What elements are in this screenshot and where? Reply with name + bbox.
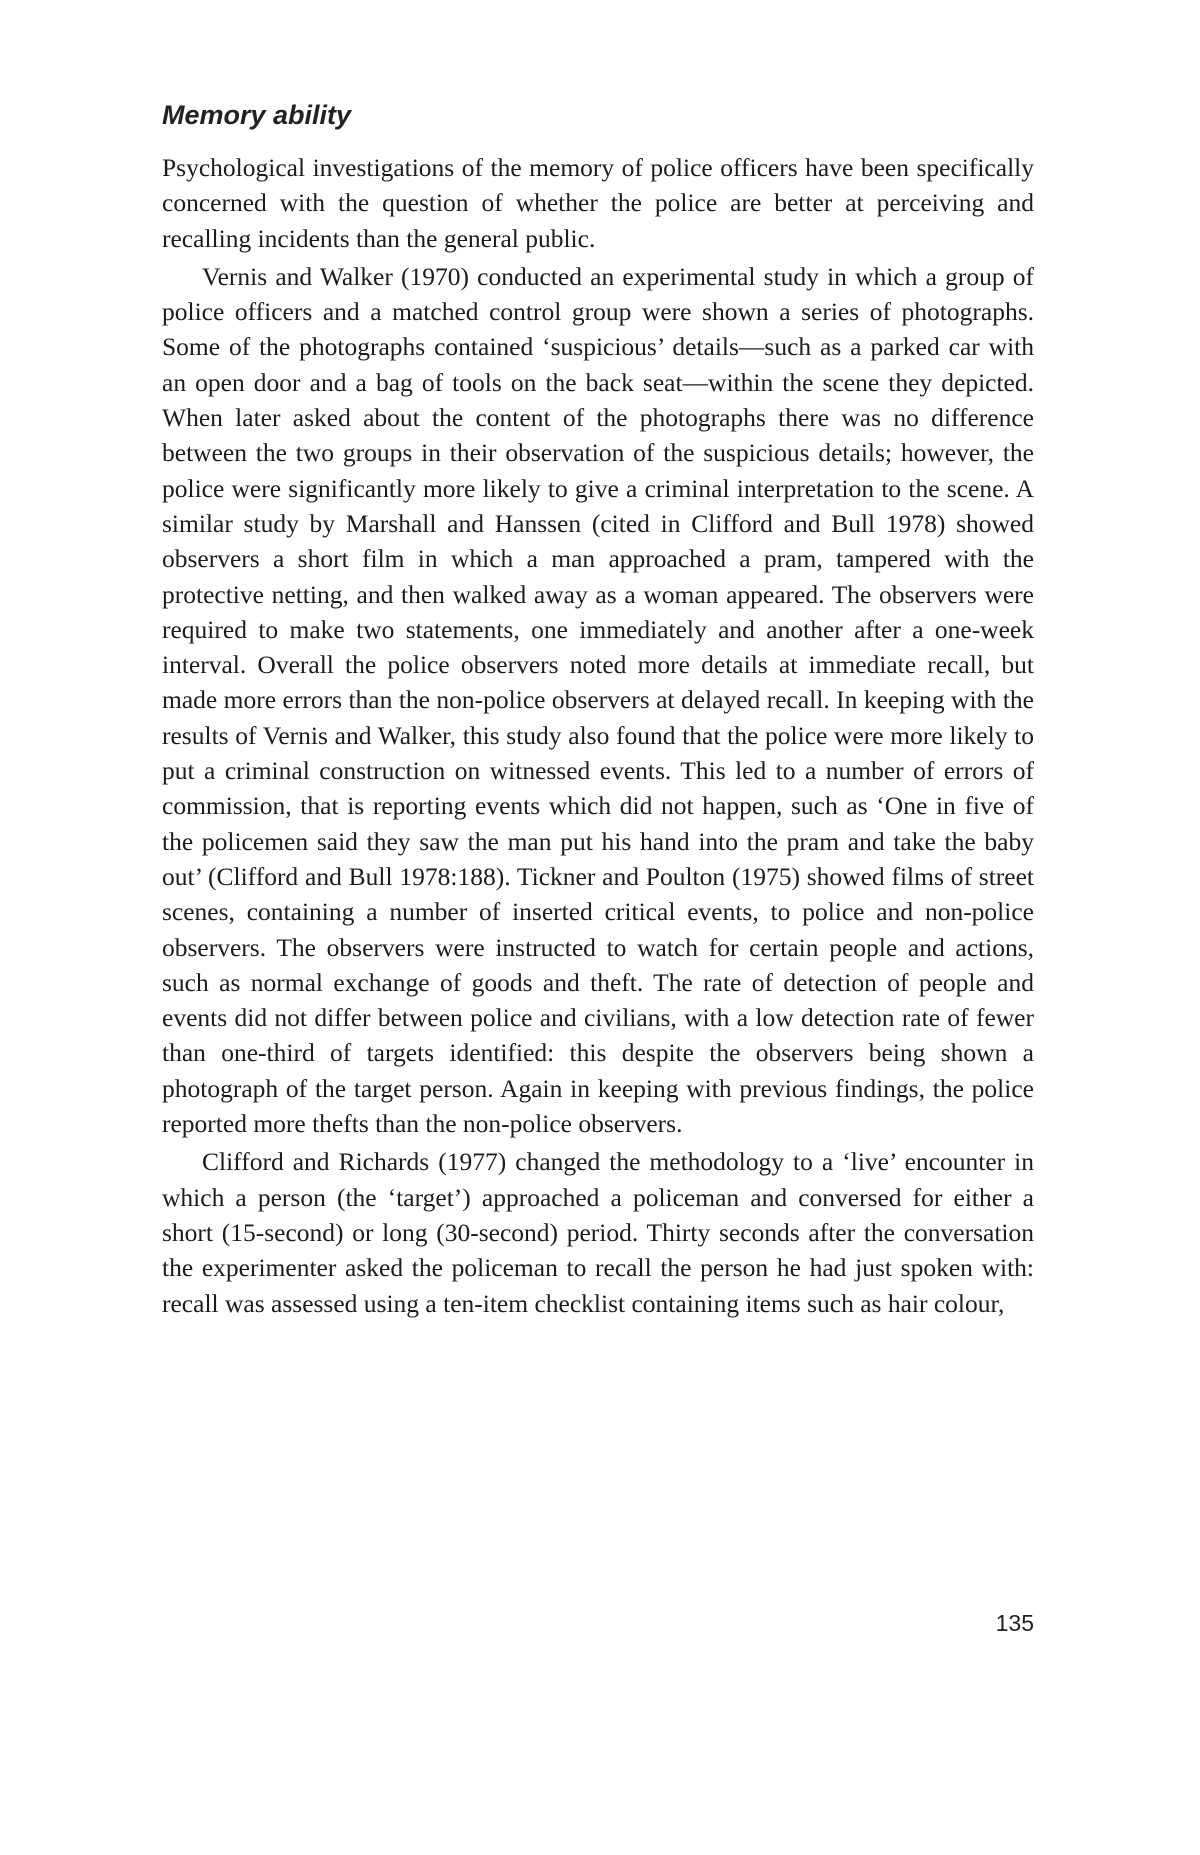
paragraph-intro: Psychological investigations of the memory of police officers have been specifically concerned with the question of whether the police are better at perceiving and recalling incidents than the general public. bbox=[162, 153, 1034, 253]
paragraph-clifford-richards: Clifford and Richards (1977) changed the methodology to a ‘live’ encounter in which a person (the ‘target’) approached a policeman and conversed for either a short (15-second) or long (30-second) period. Thirty seconds after the conversation the experimenter asked the policeman to recall the person he had just spoken with: recall was assessed using a ten-item checklist containing items such as hair colour, bbox=[162, 1147, 1034, 1318]
page-number: 135 bbox=[995, 1610, 1034, 1636]
book-page bbox=[162, 98, 1034, 1321]
body-text bbox=[162, 150, 1034, 1321]
paragraph-vernis-walker: Vernis and Walker (1970) conducted an experimental study in which a group of police officers and a matched control group were shown a series of photographs. Some of the photographs contained ‘suspicious’ details—such as a parked car with an open door and a bag of tools on the back seat—within the scene they depicted. When later asked about the content of the photographs there was no difference between the two groups in their observation of the suspicious details; however, the police were significantly more likely to give a criminal interpretation to the scene. A similar study by Marshall and Hanssen (cited in Clifford and Bull 1978) showed observers a short film in which a man approached a pram, tampered with the protective netting, and then walked away as a woman appeared. The observers were required to make two statements, one immediately and another after a one-week interval. Overall the police observers noted more details at immediate recall, but made more errors than the non-police observers at delayed recall. In keeping with the results of Vernis and Walker, this study also found that the police were more likely to put a criminal construction on witnessed events. This led to a number of errors of commission, that is reporting events which did not happen, such as ‘One in five of the policemen said they saw the man put his hand into the pram and take the baby out’ (Clifford and Bull 1978:188). Tickner and Poulton (1975) showed films of street scenes, containing a number of inserted critical events, to police and non-police observers. The observers were instructed to watch for certain people and actions, such as normal exchange of goods and theft. The rate of detection of people and events did not differ between police and civilians, with a low detection rate of fewer than one-third of targets identified: this despite the observers being shown a photograph of the target person. Again in keeping with previous findings, the police reported more thefts than the non-police observers. bbox=[162, 261, 1034, 1139]
section-heading: Memory ability bbox=[162, 100, 352, 130]
